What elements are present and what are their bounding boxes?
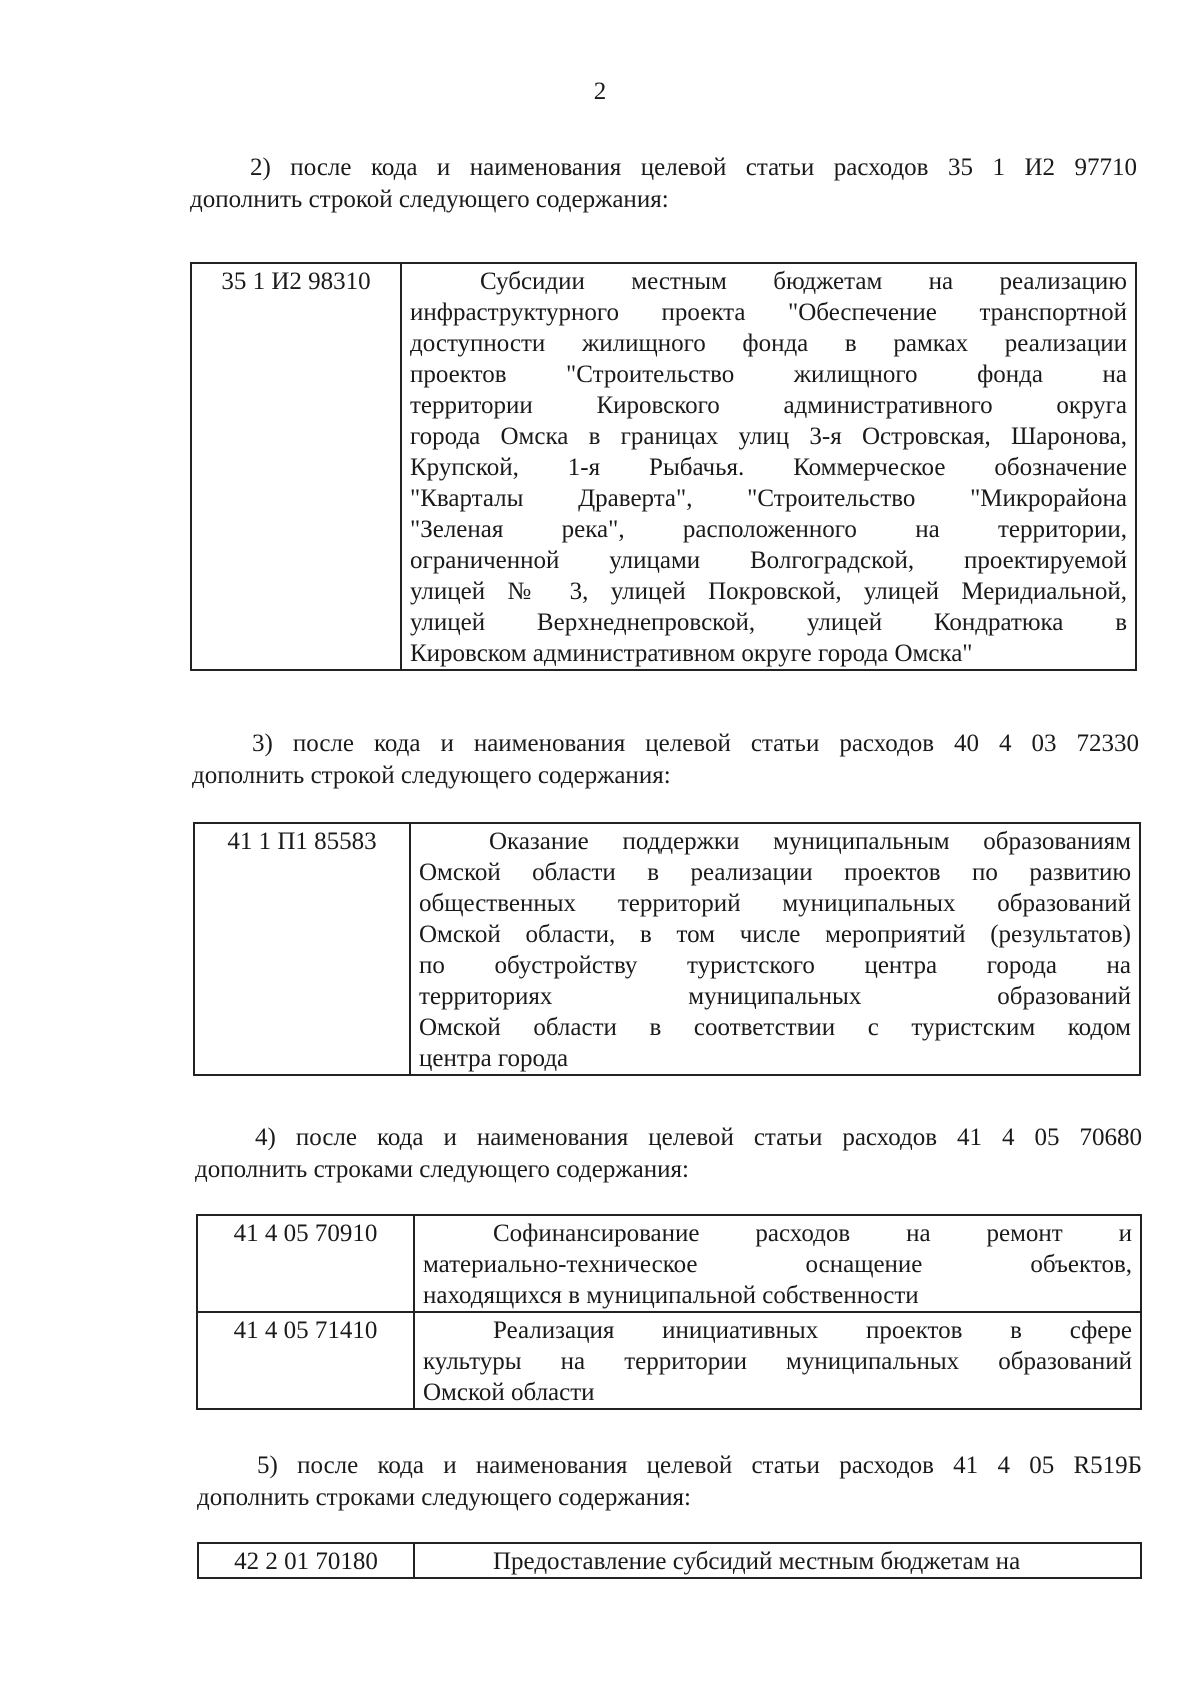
budget-code-cell: 42 2 01 70180: [198, 1543, 414, 1578]
description-line: улицей № 3, улицей Покровской, улицей Меридиальной,: [410, 578, 1127, 605]
description-cell: [401, 263, 1136, 670]
description-line: "Кварталы Драверта", "Строительство "Микрорайона: [410, 485, 1127, 512]
description-line: культуры на территории муниципальных образований: [423, 1348, 1132, 1375]
description-line: ограниченной улицами Волгоградской, проектируемой: [410, 547, 1127, 574]
paragraph-first-line: 5) после кода и наименования целевой статьи расходов 41 4 05 R519Б: [257, 1452, 1142, 1479]
paragraph-item-2: [190, 152, 1137, 216]
description-cell: [414, 1215, 1141, 1312]
paragraph-continuation: дополнить строками следующего содержания:: [197, 1484, 691, 1511]
description-cell: [414, 1312, 1141, 1409]
budget-code-cell: 41 4 05 71410: [197, 1312, 414, 1409]
code-table: [190, 262, 1137, 671]
description-line: Омской области, в том числе мероприятий (результатов): [419, 921, 1131, 948]
description-line: материально-техническое оснащение объектов,: [423, 1251, 1132, 1278]
description-line: Оказание поддержки муниципальным образованиям: [489, 828, 1131, 855]
description-line: находящихся в муниципальной собственности: [423, 1282, 919, 1309]
description-line: доступности жилищного фонда в рамках реализации: [410, 330, 1127, 357]
table-row: [197, 1215, 1141, 1312]
description-line: по обустройству туристского центра города на: [419, 952, 1131, 979]
paragraph-first-line: 4) после кода и наименования целевой статьи расходов 41 4 05 70680: [255, 1124, 1142, 1151]
table-row: [194, 823, 1140, 1075]
description-line: "Зеленая река", расположенного на территории,: [410, 516, 1127, 543]
description-line: общественных территорий муниципальных образований: [419, 890, 1131, 917]
description-line: Софинансирование расходов на ремонт и: [493, 1220, 1132, 1247]
description-line: центра города: [419, 1045, 569, 1072]
code-table: [197, 1542, 1142, 1579]
description-line: территории Кировского административного округа: [410, 392, 1127, 419]
table-row: [198, 1543, 1141, 1578]
description-cell: [414, 1543, 1141, 1578]
description-line: Кировском административном округе города Омска": [410, 640, 973, 667]
table-row: [197, 1312, 1141, 1409]
page-number: 2: [593, 78, 607, 105]
description-line: проектов "Строительство жилищного фонда на: [410, 361, 1127, 388]
description-line: города Омска в границах улиц 3-я Островская, Шаронова,: [410, 423, 1127, 450]
paragraph-item-3: [192, 728, 1139, 792]
description-line: Крупской, 1-я Рыбачья. Коммерческое обозначение: [410, 454, 1127, 481]
budget-code-cell: 41 1 П1 85583: [194, 823, 410, 1075]
code-table: [193, 822, 1141, 1076]
description-line: улицей Верхнеднепровской, улицей Кондратюка в: [410, 609, 1127, 636]
budget-code-cell: 41 4 05 70910: [197, 1215, 414, 1312]
description-line: Омской области в реализации проектов по развитию: [419, 859, 1131, 886]
description-line: Реализация инициативных проектов в сфере: [493, 1317, 1132, 1344]
description-line: Предоставление субсидий местным бюджетам на: [493, 1548, 1021, 1575]
description-line: инфраструктурного проекта "Обеспечение транспортной: [410, 299, 1127, 326]
paragraph-continuation: дополнить строкой следующего содержания:: [192, 762, 671, 789]
description-line: территориях муниципальных образований: [419, 983, 1131, 1010]
code-table: [196, 1214, 1142, 1410]
budget-code-cell: 35 1 И2 98310: [191, 263, 401, 670]
description-line: Субсидии местным бюджетам на реализацию: [480, 268, 1127, 295]
table-row: [191, 263, 1136, 670]
paragraph-first-line: 3) после кода и наименования целевой статьи расходов 40 4 03 72330: [252, 730, 1139, 757]
paragraph-item-5: [197, 1450, 1142, 1514]
description-line: Омской области: [423, 1379, 595, 1406]
description-cell: [410, 823, 1140, 1075]
paragraph-continuation: дополнить строкой следующего содержания:: [190, 186, 669, 213]
description-line: Омской области в соответствии с туристским кодом: [419, 1014, 1131, 1041]
paragraph-first-line: 2) после кода и наименования целевой статьи расходов 35 1 И2 97710: [250, 154, 1137, 181]
paragraph-continuation: дополнить строками следующего содержания:: [195, 1156, 689, 1183]
paragraph-item-4: [195, 1122, 1142, 1186]
